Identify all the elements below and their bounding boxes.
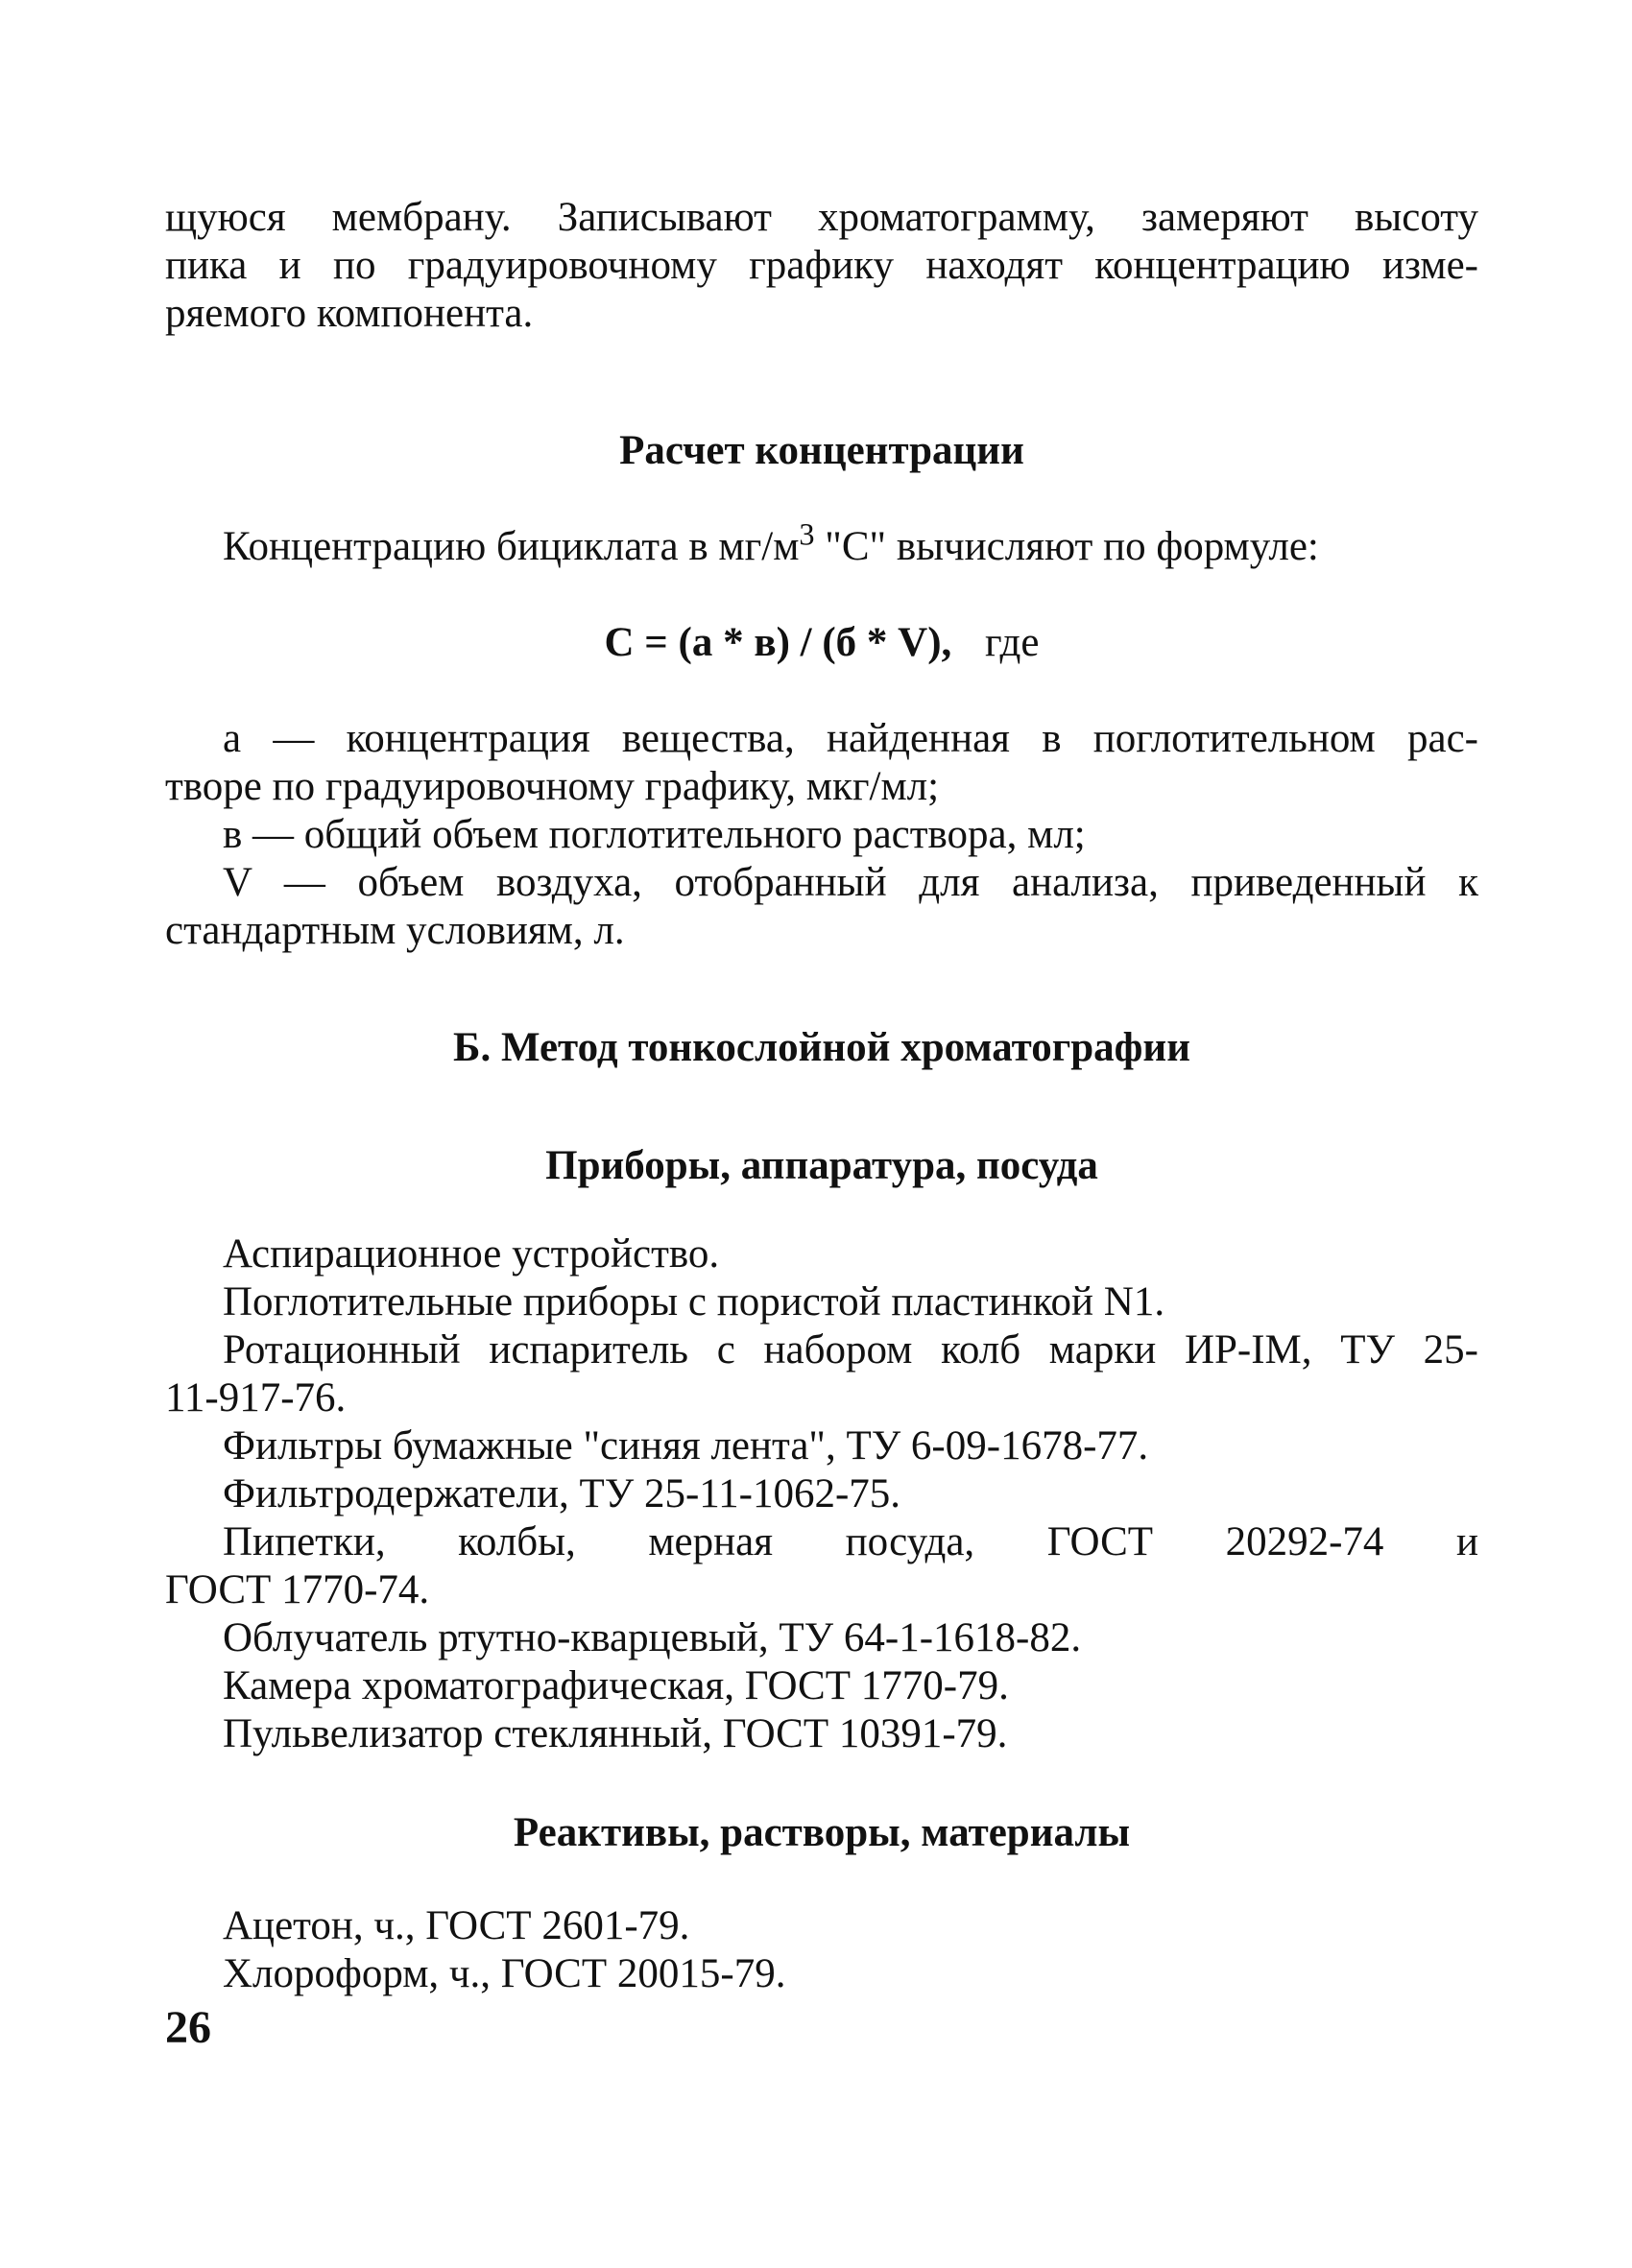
reagent-item-2: Хлороформ, ч., ГОСТ 20015-79.: [223, 1951, 786, 1996]
intro-line-2: пика и по градуировочному графику находят концентрацию изме-: [165, 243, 1478, 288]
equipment-item-7: Облучатель ртутно-кварцевый, ТУ 64-1-1618-82.: [223, 1615, 1082, 1660]
equipment-item-2: Поглотительные приборы с пористой пластинкой N1.: [223, 1279, 1165, 1325]
equipment-item-6-line-2: ГОСТ 1770-74.: [165, 1567, 430, 1612]
def-V-line-2: стандартным условиям, л.: [165, 908, 625, 953]
formula-where: где: [985, 620, 1040, 665]
equipment-item-3-line-2: 11-917-76.: [165, 1375, 347, 1420]
formula-expression: С = (а * в) / (б * V),: [604, 620, 952, 665]
reagent-item-1: Ацетон, ч., ГОСТ 2601-79.: [223, 1903, 690, 1948]
equipment-heading: Приборы, аппаратура, посуда: [545, 1143, 1098, 1188]
equipment-item-6-line-1: Пипетки, колбы, мерная посуда, ГОСТ 20292-74 и: [223, 1519, 1478, 1564]
equipment-item-1: Аспирационное устройство.: [223, 1231, 720, 1277]
def-a-line-2: творе по градуировочному графику, мкг/мл;: [165, 764, 940, 809]
calc-heading: Расчет концентрации: [619, 428, 1024, 473]
method-b-heading: Б. Метод тонкослойной хроматографии: [453, 1025, 1190, 1070]
def-a-line-1: а — концентрация вещества, найденная в поглотительном рас-: [223, 716, 1478, 761]
equipment-item-8: Камера хроматографическая, ГОСТ 1770-79.: [223, 1663, 1009, 1708]
equipment-item-3-line-1: Ротационный испаритель с набором колб марки ИР-IM, ТУ 25-: [223, 1327, 1478, 1373]
calc-intro-superscript: 3: [799, 516, 815, 552]
calc-intro-text: Концентрацию бициклата в мг/м: [223, 524, 800, 569]
intro-line-3: ряемого компонента.: [165, 291, 534, 336]
calc-intro-text-tail: "С" вычисляют по формуле:: [814, 524, 1319, 569]
formula: [165, 619, 1478, 667]
equipment-item-5: Фильтродержатели, ТУ 25-11-1062-75.: [223, 1471, 901, 1516]
equipment-item-9: Пульвелизатор стеклянный, ГОСТ 10391-79.: [223, 1711, 1008, 1756]
intro-line-1: щуюся мембрану. Записывают хроматограмму, замеряют высоту: [165, 195, 1478, 240]
calc-intro: [223, 516, 1478, 571]
page-number: 26: [165, 2002, 211, 2053]
def-v-line: в — общий объем поглотительного раствора, мл;: [223, 812, 1086, 857]
equipment-item-4: Фильтры бумажные "синяя лента", ТУ 6-09-1678-77.: [223, 1423, 1149, 1468]
reagents-heading: Реактивы, растворы, материалы: [513, 1810, 1131, 1855]
def-V-line-1: V — объем воздуха, отобранный для анализа, приведенный к: [223, 860, 1478, 905]
